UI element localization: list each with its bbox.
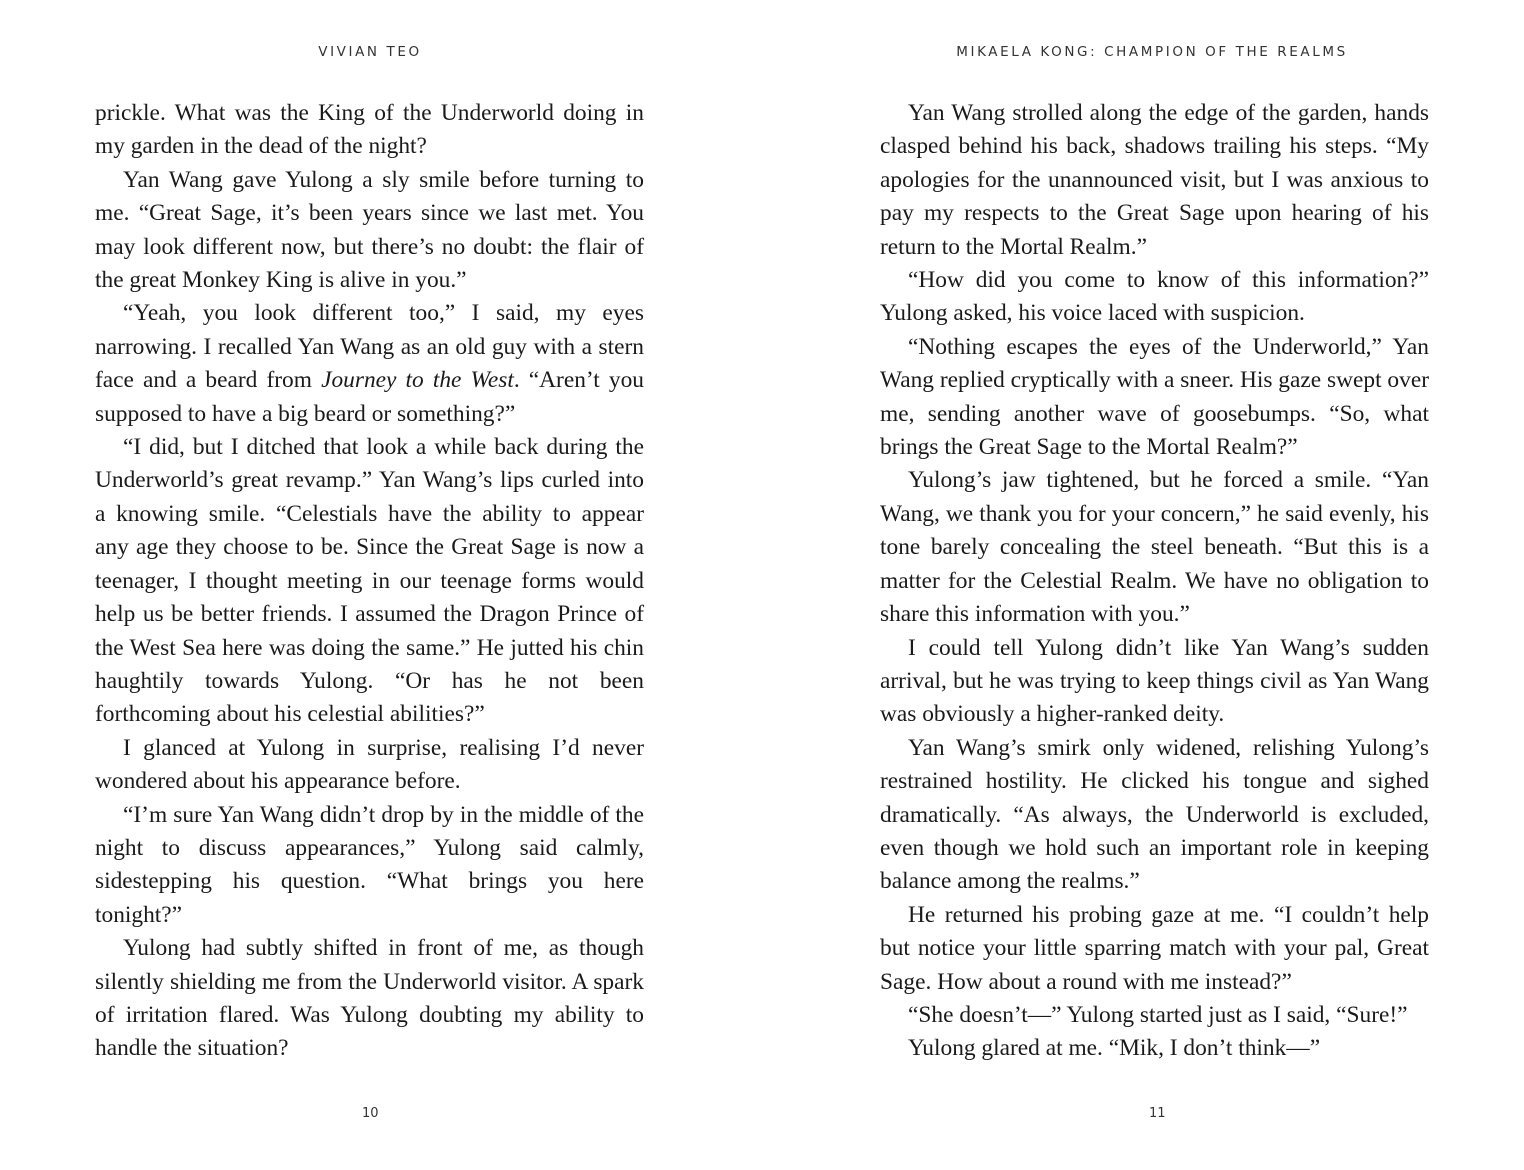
paragraph: I could tell Yulong didn’t like Yan Wang’s sudden arrival, but he was trying to keep things civil as Yan Wang was obviously a higher-ranked deity. bbox=[880, 634, 1429, 728]
book-title-italic: Journey to the West bbox=[321, 367, 514, 394]
paragraph: He returned his probing gaze at me. “I couldn’t help but notice your little sparring match with your pal, Great Sage. How about a round with me instead?” bbox=[880, 901, 1429, 995]
paragraph: Yulong had subtly shifted in front of me, as though silently shielding me from the Underworld visitor. A spark of irritation flared. Was Yulong doubting my ability to handle the situation? bbox=[95, 935, 644, 1062]
left-page-body bbox=[95, 97, 644, 1066]
right-page bbox=[762, 0, 1524, 1170]
paragraph-text: . “Aren’t you supposed to have a big beard or something?” bbox=[95, 367, 644, 427]
paragraph bbox=[95, 297, 644, 431]
paragraph: Yan Wang strolled along the edge of the garden, hands clasped behind his back, shadows trailing his steps. “My apologies for the unannounced visit, but I was anxious to pay my respects to the Great Sage upon hearing of his return to the Mortal Realm.” bbox=[880, 100, 1429, 260]
paragraph: Yulong’s jaw tightened, but he forced a smile. “Yan Wang, we thank you for your concern,” he said evenly, his tone barely concealing the steel beneath. “But this is a matter for the Celestial Realm. We have no obligation to share this information with you.” bbox=[880, 467, 1429, 628]
running-head-title: MIKAELA KONG: CHAMPION OF THE REALMS bbox=[956, 44, 1348, 60]
page-number: 11 bbox=[1149, 1106, 1166, 1121]
paragraph: “How did you come to know of this information?” Yulong asked, his voice laced with suspicion. bbox=[880, 267, 1429, 327]
page-number: 10 bbox=[362, 1106, 379, 1121]
paragraph: “I did, but I ditched that look a while back during the Underworld’s great revamp.” Yan Wang’s lips curled into a knowing smile. “Celestials have the ability to appear any age they choose to be. Since the Great Sage is now a teenager, I thought meeting in our teenage forms would help us be better friends. I assumed the Dragon Prince of the West Sea here was doing the same.” He jutted his chin haughtily towards Yulong. “Or has he not been forthcoming about his celestial abilities?” bbox=[95, 434, 644, 728]
paragraph: “Nothing escapes the eyes of the Underworld,” Yan Wang replied cryptically with a sneer. His gaze swept over me, sending another wave of goosebumps. “So, what brings the Great Sage to the Mortal Realm?” bbox=[880, 333, 1429, 461]
paragraph: prickle. What was the King of the Underworld doing in my garden in the dead of the night? bbox=[95, 100, 644, 160]
paragraph: “She doesn’t—” Yulong started just as I said, “Sure!” bbox=[908, 1001, 1408, 1028]
paragraph: Yan Wang’s smirk only widened, relishing Yulong’s restrained hostility. He clicked his tongue and sighed dramatically. “As always, the Underworld is excluded, even though we hold such an important role in keeping balance among the realms.” bbox=[880, 734, 1429, 895]
paragraph-text: “Yeah, you look different too,” I said, my eyes narrowing. I recalled Yan Wang as an old guy with a stern face and a beard from bbox=[95, 300, 644, 394]
running-head-author: VIVIAN TEO bbox=[318, 44, 422, 60]
right-page-body bbox=[880, 97, 1429, 1066]
paragraph: I glanced at Yulong in surprise, realising I’d never wondered about his appearance before. bbox=[95, 734, 644, 795]
paragraph: “I’m sure Yan Wang didn’t drop by in the middle of the night to discuss appearances,” Yulong said calmly, sidestepping his question. “What brings you here tonight?” bbox=[95, 801, 644, 928]
paragraph: Yulong glared at me. “Mik, I don’t think—” bbox=[908, 1035, 1321, 1062]
paragraph: Yan Wang gave Yulong a sly smile before turning to me. “Great Sage, it’s been years since we last met. You may look different now, but there’s no doubt: the flair of the great Monkey King is alive in you.” bbox=[95, 166, 644, 294]
